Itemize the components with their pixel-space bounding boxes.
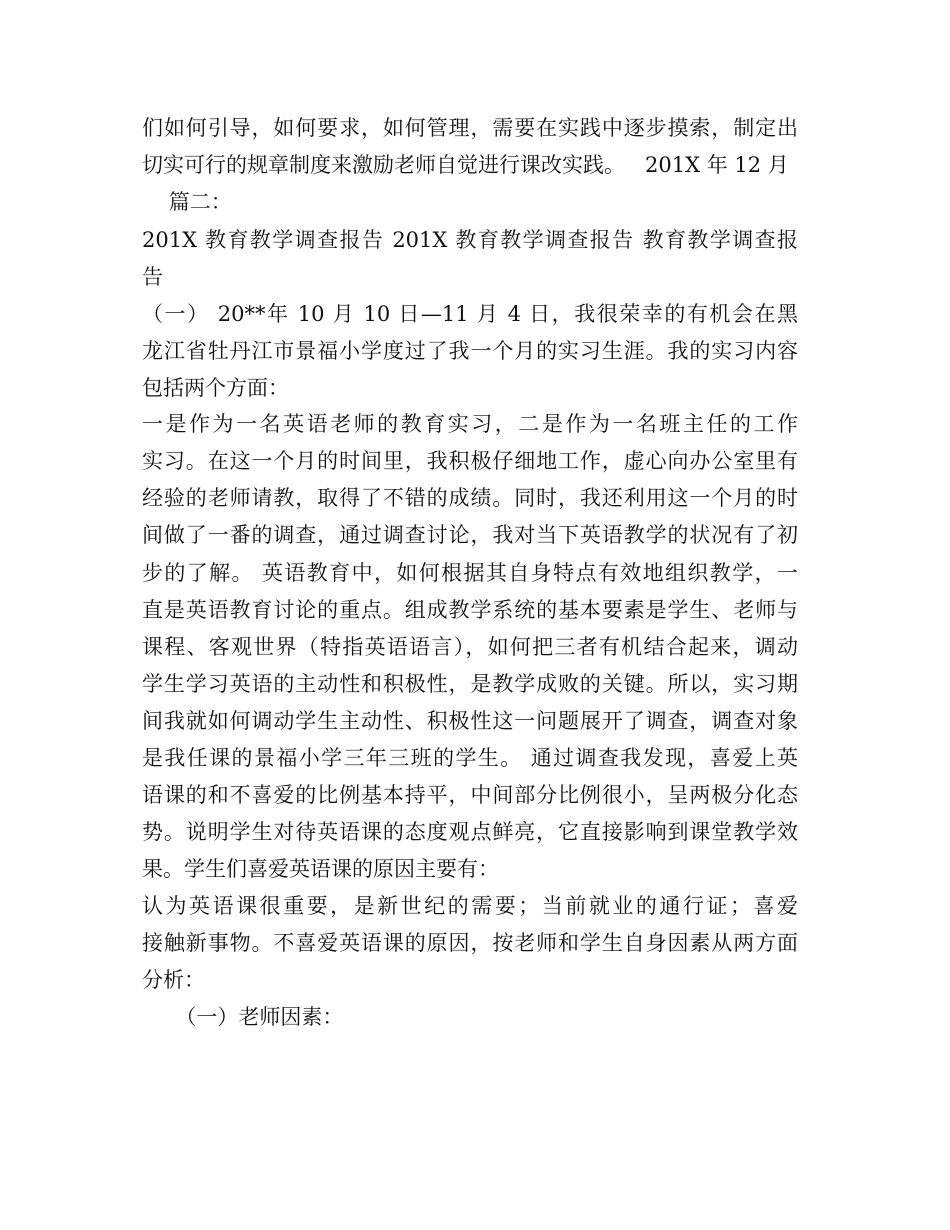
text-line: 接触新事物。不喜爱英语课的原因，按老师和学生自身因素从两方面 bbox=[142, 931, 798, 955]
text-line: 切实可行的规章制度来激励老师自觉进行课改实践。 201X 年 12 月 bbox=[142, 153, 789, 177]
text-line: 步的了解。 英语教育中，如何根据其自身特点有效地组织教学，一 bbox=[142, 561, 798, 585]
text-line: 间我就如何调动学生主动性、积极性这一问题展开了调查，调查对象 bbox=[142, 709, 798, 733]
text-line: 果。学生们喜爱英语课的原因主要有： bbox=[142, 857, 499, 881]
text-line: 包括两个方面： bbox=[142, 376, 289, 400]
subsection-heading: （一）老师因素： bbox=[142, 1005, 344, 1029]
text-line: 经验的老师请教，取得了不错的成绩。同时，我还利用这一个月的时 bbox=[142, 486, 798, 510]
text-line: 直是英语教育讨论的重点。组成教学系统的基本要素是学生、老师与 bbox=[142, 598, 798, 622]
document-title: 201X 教育教学调查报告 201X 教育教学调查报告 教育教学调查报 bbox=[142, 228, 798, 252]
text-line: （一） 20**年 10 月 10 日—11 月 4 日，我很荣幸的有机会在黑 bbox=[142, 302, 798, 326]
text-line: 势。说明学生对待英语课的态度观点鲜亮，它直接影响到课堂教学效 bbox=[142, 820, 798, 844]
text-line: 分析： bbox=[142, 968, 205, 992]
document-title: 告 bbox=[142, 265, 163, 289]
section-heading: 篇二： bbox=[142, 190, 232, 214]
text-line: 实习。在这一个月的时间里，我积极仔细地工作，虚心向办公室里有 bbox=[142, 449, 798, 473]
text-line: 一是作为一名英语老师的教育实习，二是作为一名班主任的工作 bbox=[142, 412, 798, 436]
text-line: 语课的和不喜爱的比例基本持平，中间部分比例很小，呈两极分化态 bbox=[142, 783, 798, 807]
text-line: 认为英语课很重要，是新世纪的需要；当前就业的通行证；喜爱 bbox=[142, 894, 798, 918]
text-line: 是我任课的景福小学三年三班的学生。 通过调查我发现，喜爱上英 bbox=[142, 746, 798, 770]
text-line: 们如何引导，如何要求，如何管理，需要在实践中逐步摸索，制定出 bbox=[142, 116, 798, 140]
text-line: 龙江省牡丹江市景福小学度过了我一个月的实习生涯。我的实习内容 bbox=[142, 339, 798, 363]
text-line: 学生学习英语的主动性和积极性，是教学成败的关键。所以，实习期 bbox=[142, 672, 798, 696]
text-line: 课程、客观世界（特指英语语言），如何把三者有机结合起来，调动 bbox=[142, 635, 798, 659]
text-line: 间做了一番的调查，通过调查讨论，我对当下英语教学的状况有了初 bbox=[142, 523, 798, 547]
